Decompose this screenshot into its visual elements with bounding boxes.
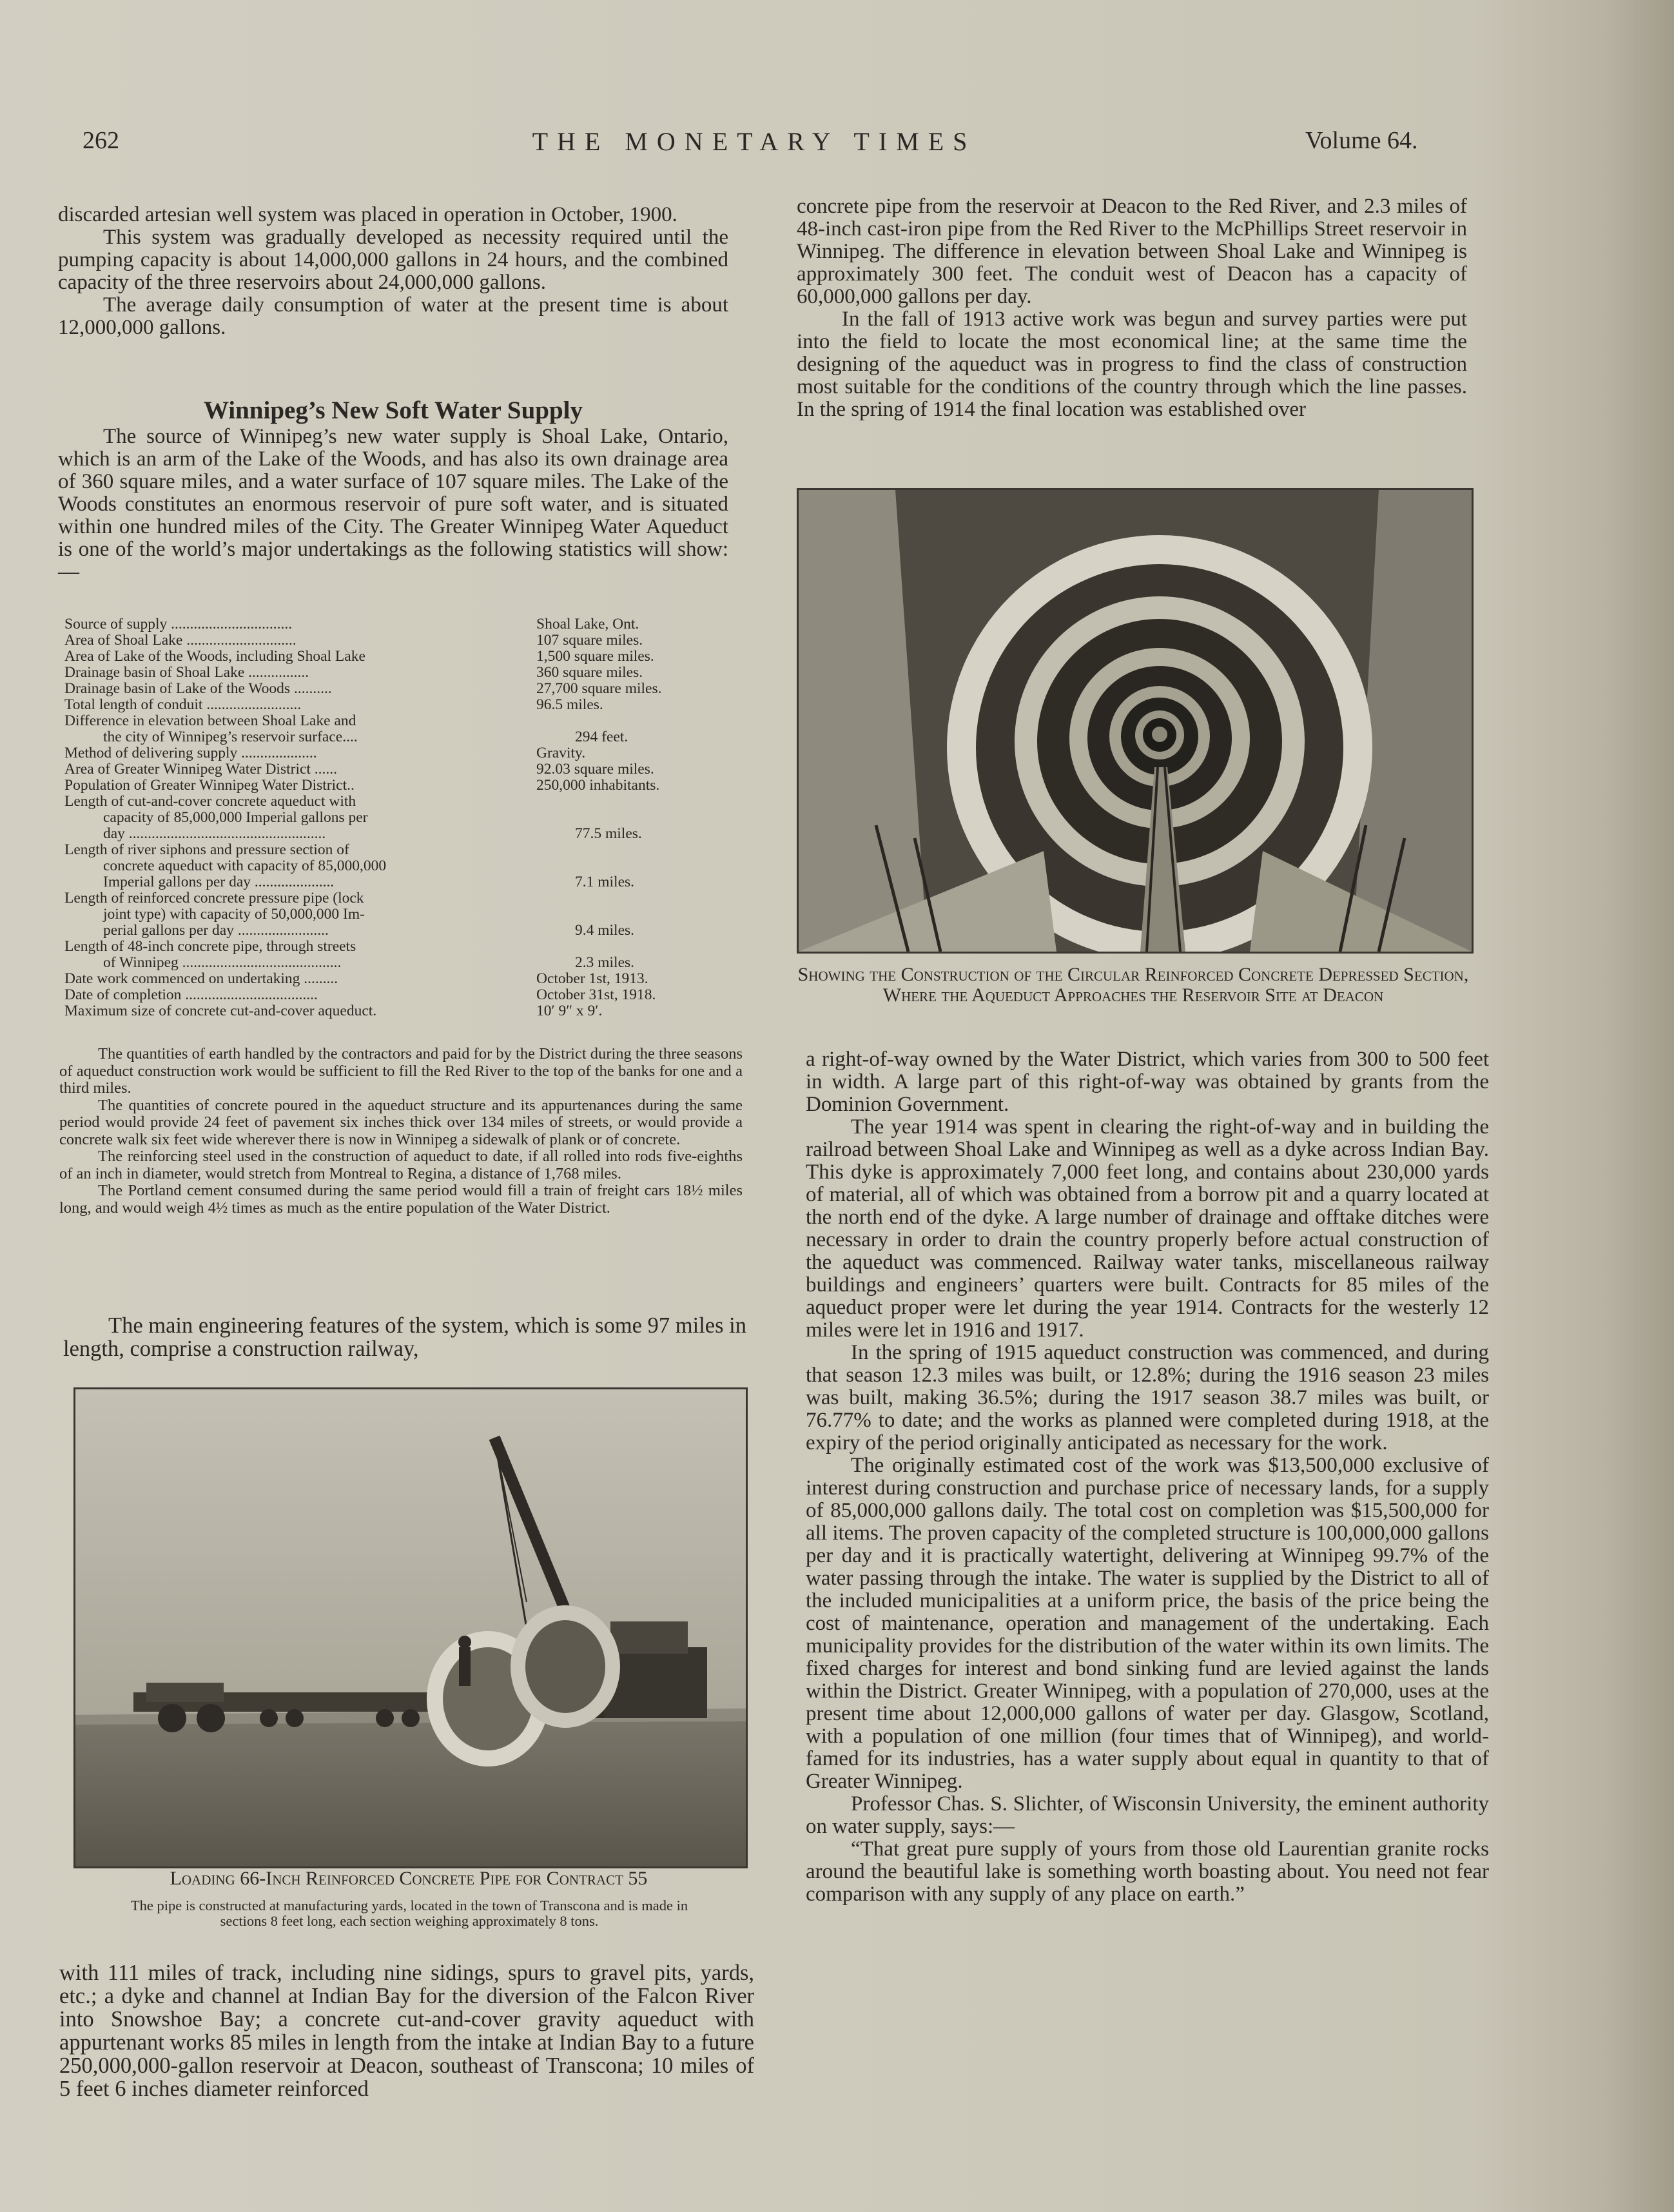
stats-label: Length of reinforced concrete pressure pipe (lock: [64, 890, 364, 906]
left-column-features: [63, 1314, 746, 1360]
stats-row: [64, 665, 719, 681]
statistics-table: [64, 616, 719, 1019]
stats-value: 2.3 miles.: [575, 954, 635, 971]
stats-row: [64, 761, 719, 778]
stats-label: Method of delivering supply ....................: [64, 745, 317, 761]
photo-caption: Showing the Construction of the Circular Reinforced Concrete Depressed Section, Where the Aqueduct Approaches the Reservoir Site at Deacon: [797, 964, 1469, 1006]
photo-caption: Loading 66-Inch Reinforced Concrete Pipe for Contract 55: [170, 1868, 648, 1889]
stats-value: 27,700 square miles.: [536, 680, 662, 697]
stats-value: 7.1 miles.: [575, 874, 635, 890]
paragraph: The quantities of earth handled by the contractors and paid for by the District during the three seasons of aqueduct construction work would be sufficient to fill the Red River to the top of the banks for one and a third miles.: [59, 1045, 743, 1097]
stats-label: Area of Shoal Lake .............................: [64, 632, 297, 649]
stats-value: 360 square miles.: [536, 664, 643, 681]
stats-row: [64, 874, 719, 890]
stats-value: [567, 858, 719, 874]
stats-value: October 31st, 1918.: [536, 986, 656, 1003]
stats-row: [64, 681, 719, 697]
paragraph: In the spring of 1915 aqueduct construction was commenced, and during that season 12.3 miles was built, or 12.8%; during the 1916 season 23 miles was built, making 36.5%; during the 1917 season 38.7 miles was built, or 76.77% to date; and the works as planned were completed during 1918, at the expiry of the period originally anticipated as necessary for the work.: [806, 1341, 1489, 1454]
masthead-title: THE MONETARY TIMES: [532, 127, 977, 156]
section-heading: Winnipeg’s New Soft Water Supply: [203, 396, 583, 424]
stats-label: the city of Winnipeg’s reservoir surface....: [103, 729, 358, 745]
stats-label: Length of cut-and-cover concrete aqueduct with: [64, 793, 356, 810]
stats-value: [567, 906, 719, 923]
paragraph: This system was gradually developed as necessity required until the pumping capacity is about 14,000,000 gallons in 24 hours, and the combined capacity of the three reservoirs about 24,000,000 gallons.: [58, 226, 728, 294]
stats-label: Drainage basin of Shoal Lake ................: [64, 664, 309, 681]
stats-label: Difference in elevation between Shoal Lake and: [64, 712, 356, 729]
left-column-notes: [59, 1046, 743, 1217]
stats-label: Date work commenced on undertaking .........: [64, 970, 338, 987]
stats-value: 294 feet.: [575, 729, 628, 745]
stats-row: [64, 987, 719, 1003]
page-number: 262: [83, 127, 119, 154]
stats-row: [64, 632, 719, 649]
paragraph: The source of Winnipeg’s new water supply is Shoal Lake, Ontario, which is an arm of the Lake of the Woods, and has also its own drainage area of 360 square miles, and a water surface of 107 square miles. The Lake of the Woods constitutes an enormous reservoir of pure soft water, and is situated within one hundred miles of the City. The Greater Winnipeg Water Aqueduct is one of the world’s major undertakings as the following statistics will show:—: [58, 425, 728, 583]
stats-label: of Winnipeg ..........................................: [103, 954, 342, 971]
paragraph: The main engineering features of the system, which is some 97 miles in length, comprise a construction railway,: [63, 1313, 746, 1361]
paragraph: The reinforcing steel used in the construction of aqueduct to date, if all rolled into rods five-eighths of an inch in diameter, would stretch from Montreal to Regina, a distance of 1,768 miles.: [59, 1148, 743, 1182]
stats-row: [64, 842, 719, 858]
paragraph: discarded artesian well system was placed in operation in October, 1900.: [58, 203, 677, 226]
paragraph: “That great pure supply of yours from those old Laurentian granite rocks around the beautiful lake is something worth boasting about. You need not fear comparison with any supply of any place on earth.”: [806, 1837, 1489, 1906]
left-column-bottom: [59, 1961, 754, 2100]
stats-label: day ....................................................: [103, 825, 326, 842]
paragraph: The quantities of concrete poured in the aqueduct structure and its appurtenances during the same period would provide 24 feet of pavement six inches thick over 134 miles of streets, or would provide a concrete walk six feet wide wherever there is now in Winnipeg a sidewalk of plank or of concrete.: [59, 1096, 743, 1148]
stats-row: [64, 858, 719, 874]
stats-row: [64, 713, 719, 729]
stats-value: [529, 713, 719, 729]
stats-label: Area of Greater Winnipeg Water District ......: [64, 761, 338, 778]
stats-row: [64, 923, 719, 939]
stats-row: [64, 810, 719, 826]
paragraph: In the fall of 1913 active work was begun and survey parties were put into the field to locate the most economical line; at the same time the designing of the aqueduct was in progress to find the class of construction most suitable for the conditions of the country through which the line passes. In the spring of 1914 the final location was established over: [797, 308, 1467, 421]
stats-label: joint type) with capacity of 50,000,000 Im-: [103, 906, 365, 923]
stats-value: [529, 890, 719, 906]
right-column-bottom: [806, 1048, 1489, 1906]
paragraph: The year 1914 was spent in clearing the right-of-way and in building the railroad between Shoal Lake and Winnipeg as well as a dyke across Indian Bay. This dyke is approximately 7,000 feet long, and contains about 230,000 yards of material, all of which was obtained from a borrow pit and a quarry located at the north end of the dyke. A large number of drainage and offtake ditches were necessary in order to drain the country properly before actual construction of the aqueduct was commenced. Railway water tanks, miscellaneous railway buildings and engineers’ quarters were built. Contracts for 85 miles of the aqueduct proper were let during the year 1914. Contracts for the westerly 12 miles were let in 1916 and 1917.: [806, 1115, 1489, 1342]
stats-value: 1,500 square miles.: [536, 648, 654, 665]
crane-loading-photo: [73, 1387, 748, 1868]
stats-value: 107 square miles.: [536, 632, 643, 649]
stats-label: Total length of conduit .........................: [64, 696, 302, 713]
right-column-top: [797, 195, 1467, 421]
stats-row: [64, 890, 719, 906]
stats-value: 96.5 miles.: [536, 696, 603, 713]
stats-label: Maximum size of concrete cut-and-cover aqueduct.: [64, 1003, 377, 1019]
stats-value: Gravity.: [536, 745, 586, 761]
stats-row: [64, 794, 719, 810]
stats-label: Date of completion ...................................: [64, 986, 318, 1003]
stats-label: Drainage basin of Lake of the Woods ..........: [64, 680, 332, 697]
volume-label: Volume 64.: [1305, 127, 1418, 154]
stats-value: 92.03 square miles.: [536, 761, 654, 778]
paragraph: a right-of-way owned by the Water District, which varies from 300 to 500 feet in width. A large part of this right-of-way was obtained by grants from the Dominion Government.: [806, 1048, 1489, 1116]
stats-label: Area of Lake of the Woods, including Shoal Lake: [64, 648, 365, 665]
left-column-top: [58, 204, 728, 339]
photo-subcaption: The pipe is constructed at manufacturing yards, located in the town of Transcona and is made in sections 8 feet long, each section weighing approximately 8 tons.: [130, 1897, 688, 1929]
stats-row: [64, 939, 719, 955]
stats-row: [64, 729, 719, 745]
stats-label: Imperial gallons per day .....................: [103, 874, 335, 890]
stats-value: 9.4 miles.: [575, 922, 635, 939]
stats-row: [64, 955, 719, 971]
paragraph: with 111 miles of track, including nine sidings, spurs to gravel pits, yards, etc.; a dyke and channel at Indian Bay for the diversion of the Falcon River into Snowshoe Bay; a concrete cut-and-cover gravity aqueduct with appurtenant works 85 miles in length from the intake at Indian Bay to a future 250,000,000-gallon reservoir at Deacon, southeast of Transcona; 10 miles of 5 feet 6 inches diameter reinforced: [59, 1961, 754, 2101]
stats-value: Shoal Lake, Ont.: [536, 616, 639, 632]
paragraph: The originally estimated cost of the work was $13,500,000 exclusive of interest during construction and purchase price of necessary lands, for a supply of 85,000,000 gallons daily. The total cost on completion was $15,500,000 for all items. The proven capacity of the completed structure is 100,000,000 gallons per day and it is practically watertight, delivering at Winnipeg 99.7% of the water passing through the intake. The water is supplied by the District to all of the included municipalities at a uniform price, the basis of the price being the cost of maintenance, operation and management of the undertaking. Each municipality provides for the distribution of the water within its own limits. The fixed charges for interest and bond sinking fund are levied against the lands within the District. Greater Winnipeg, with a population of 270,000, uses at the present time about 12,000,000 gallons of water per day. Glasgow, Scotland, with a population of one million (four times that of Winnipeg), and world-famed for its industries, has a water supply about equal in quantity to that of Greater Winnipeg.: [806, 1454, 1489, 1793]
stats-value: [529, 794, 719, 810]
stats-value: [529, 842, 719, 858]
stats-label: Length of river siphons and pressure section of: [64, 841, 349, 858]
stats-value: October 1st, 1913.: [536, 970, 648, 987]
stats-value: [567, 810, 719, 826]
stats-value: [529, 939, 719, 955]
stats-row: [64, 778, 719, 794]
stats-row: [64, 649, 719, 665]
stats-label: Population of Greater Winnipeg Water District..: [64, 777, 355, 794]
left-column-intro: [58, 426, 728, 583]
paragraph: The Portland cement consumed during the same period would fill a train of freight cars 18½ miles long, and would weigh 4½ times as much as the entire population of the Water District.: [59, 1182, 743, 1217]
paragraph: concrete pipe from the reservoir at Deacon to the Red River, and 2.3 miles of 48-inch cast-iron pipe from the Red River to the McPhillips Street reservoir in Winnipeg. The difference in elevation between Shoal Lake and Winnipeg is approximately 300 feet. The conduit west of Deacon has a capacity of 60,000,000 gallons per day.: [797, 195, 1467, 308]
stats-row: [64, 616, 719, 632]
paragraph: The average daily consumption of water at the present time is about 12,000,000 gallons.: [58, 293, 728, 339]
stats-row: [64, 906, 719, 923]
stats-row: [64, 971, 719, 987]
aqueduct-tunnel-photo: [797, 488, 1474, 954]
stats-label: perial gallons per day ........................: [103, 922, 329, 939]
stats-label: Source of supply ................................: [64, 616, 293, 632]
stats-row: [64, 826, 719, 842]
stats-value: 10′ 9″ x 9′.: [536, 1003, 603, 1019]
stats-label: capacity of 85,000,000 Imperial gallons per: [103, 809, 368, 826]
stats-row: [64, 1003, 719, 1019]
paragraph: Professor Chas. S. Slichter, of Wisconsin University, the eminent authority on water supply, says:—: [806, 1792, 1489, 1838]
stats-value: 250,000 inhabitants.: [536, 777, 660, 794]
stats-label: concrete aqueduct with capacity of 85,000,000: [103, 857, 387, 874]
aqueduct-tunnel-illustration: [799, 490, 1472, 952]
stats-label: Length of 48-inch concrete pipe, through streets: [64, 938, 356, 955]
stats-row: [64, 697, 719, 713]
stats-value: 77.5 miles.: [575, 825, 642, 842]
crane-loading-illustration: [75, 1389, 746, 1866]
stats-row: [64, 745, 719, 761]
